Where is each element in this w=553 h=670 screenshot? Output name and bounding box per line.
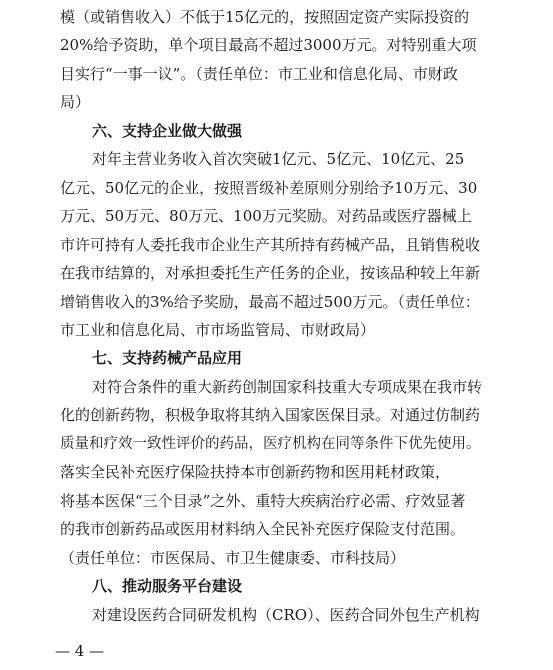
body-line: 质量和疗效一致性评价的药品，医疗机构在同等条件下优先使用。 xyxy=(60,435,481,452)
section-heading-6: 六、支持企业做大做强 xyxy=(92,121,243,140)
body-line: 的我市创新药品或医用材料纳入全民补充医疗保险支付范围。 xyxy=(60,520,466,539)
body-line: 在我市结算的，对承担委托生产任务的企业，按该品种较上年新 xyxy=(60,264,481,283)
body-line: （责任单位：市医保局、市卫生健康委、市科技局） xyxy=(60,548,406,567)
body-line: 万元、50万元、80万元、100万元奖励。对药品或医疗器械上 xyxy=(60,207,472,226)
section-heading-7: 七、支持药械产品应用 xyxy=(92,349,243,368)
body-line: 市工业和信息化局、市市场监管局、市财政局） xyxy=(60,321,376,339)
body-line: 对建设医药合同研发机构（CRO）、医药合同外包生产机构 xyxy=(92,605,480,624)
body-line: 20%给予资助，单个项目最高不超过3000万元。对特别重大项 xyxy=(60,36,477,55)
body-line: 化的创新药物，积极争取将其纳入国家医保目录。对通过仿制药 xyxy=(60,406,481,425)
body-line: 对符合条件的重大新药创制国家科技重大专项成果在我市转 xyxy=(92,377,483,396)
body-line: 模（或销售收入）不低于15亿元的，按照固定资产实际投资的 xyxy=(60,8,470,26)
body-line: 目实行“一事一议”。（责任单位：市工业和信息化局、市财政 xyxy=(60,64,458,83)
body-line: 增销售收入的3%给予奖励，最高不超过500万元。（责任单位： xyxy=(60,292,480,311)
body-line: 市许可持有人委托我市企业生产其所持有药械产品，且销售税收 xyxy=(60,235,481,254)
section-heading-8: 八、推动服务平台建设 xyxy=(92,577,243,596)
body-line: 亿元、50亿元的企业，按照晋级补差原则分别给予10万元、30 xyxy=(60,178,478,197)
body-line: 局） xyxy=(60,93,91,112)
page-number: — 4 — xyxy=(55,642,105,660)
body-line: 落实全民补充医疗保险扶持本市创新药物和医用耗材政策， xyxy=(60,463,451,482)
body-line: 将基本医保“三个目录”之外、重特大疾病治疗必需、疗效显著 xyxy=(60,491,466,510)
body-line: 对年主营业务收入首次突破1亿元、5亿元、10亿元、25 xyxy=(92,150,465,169)
